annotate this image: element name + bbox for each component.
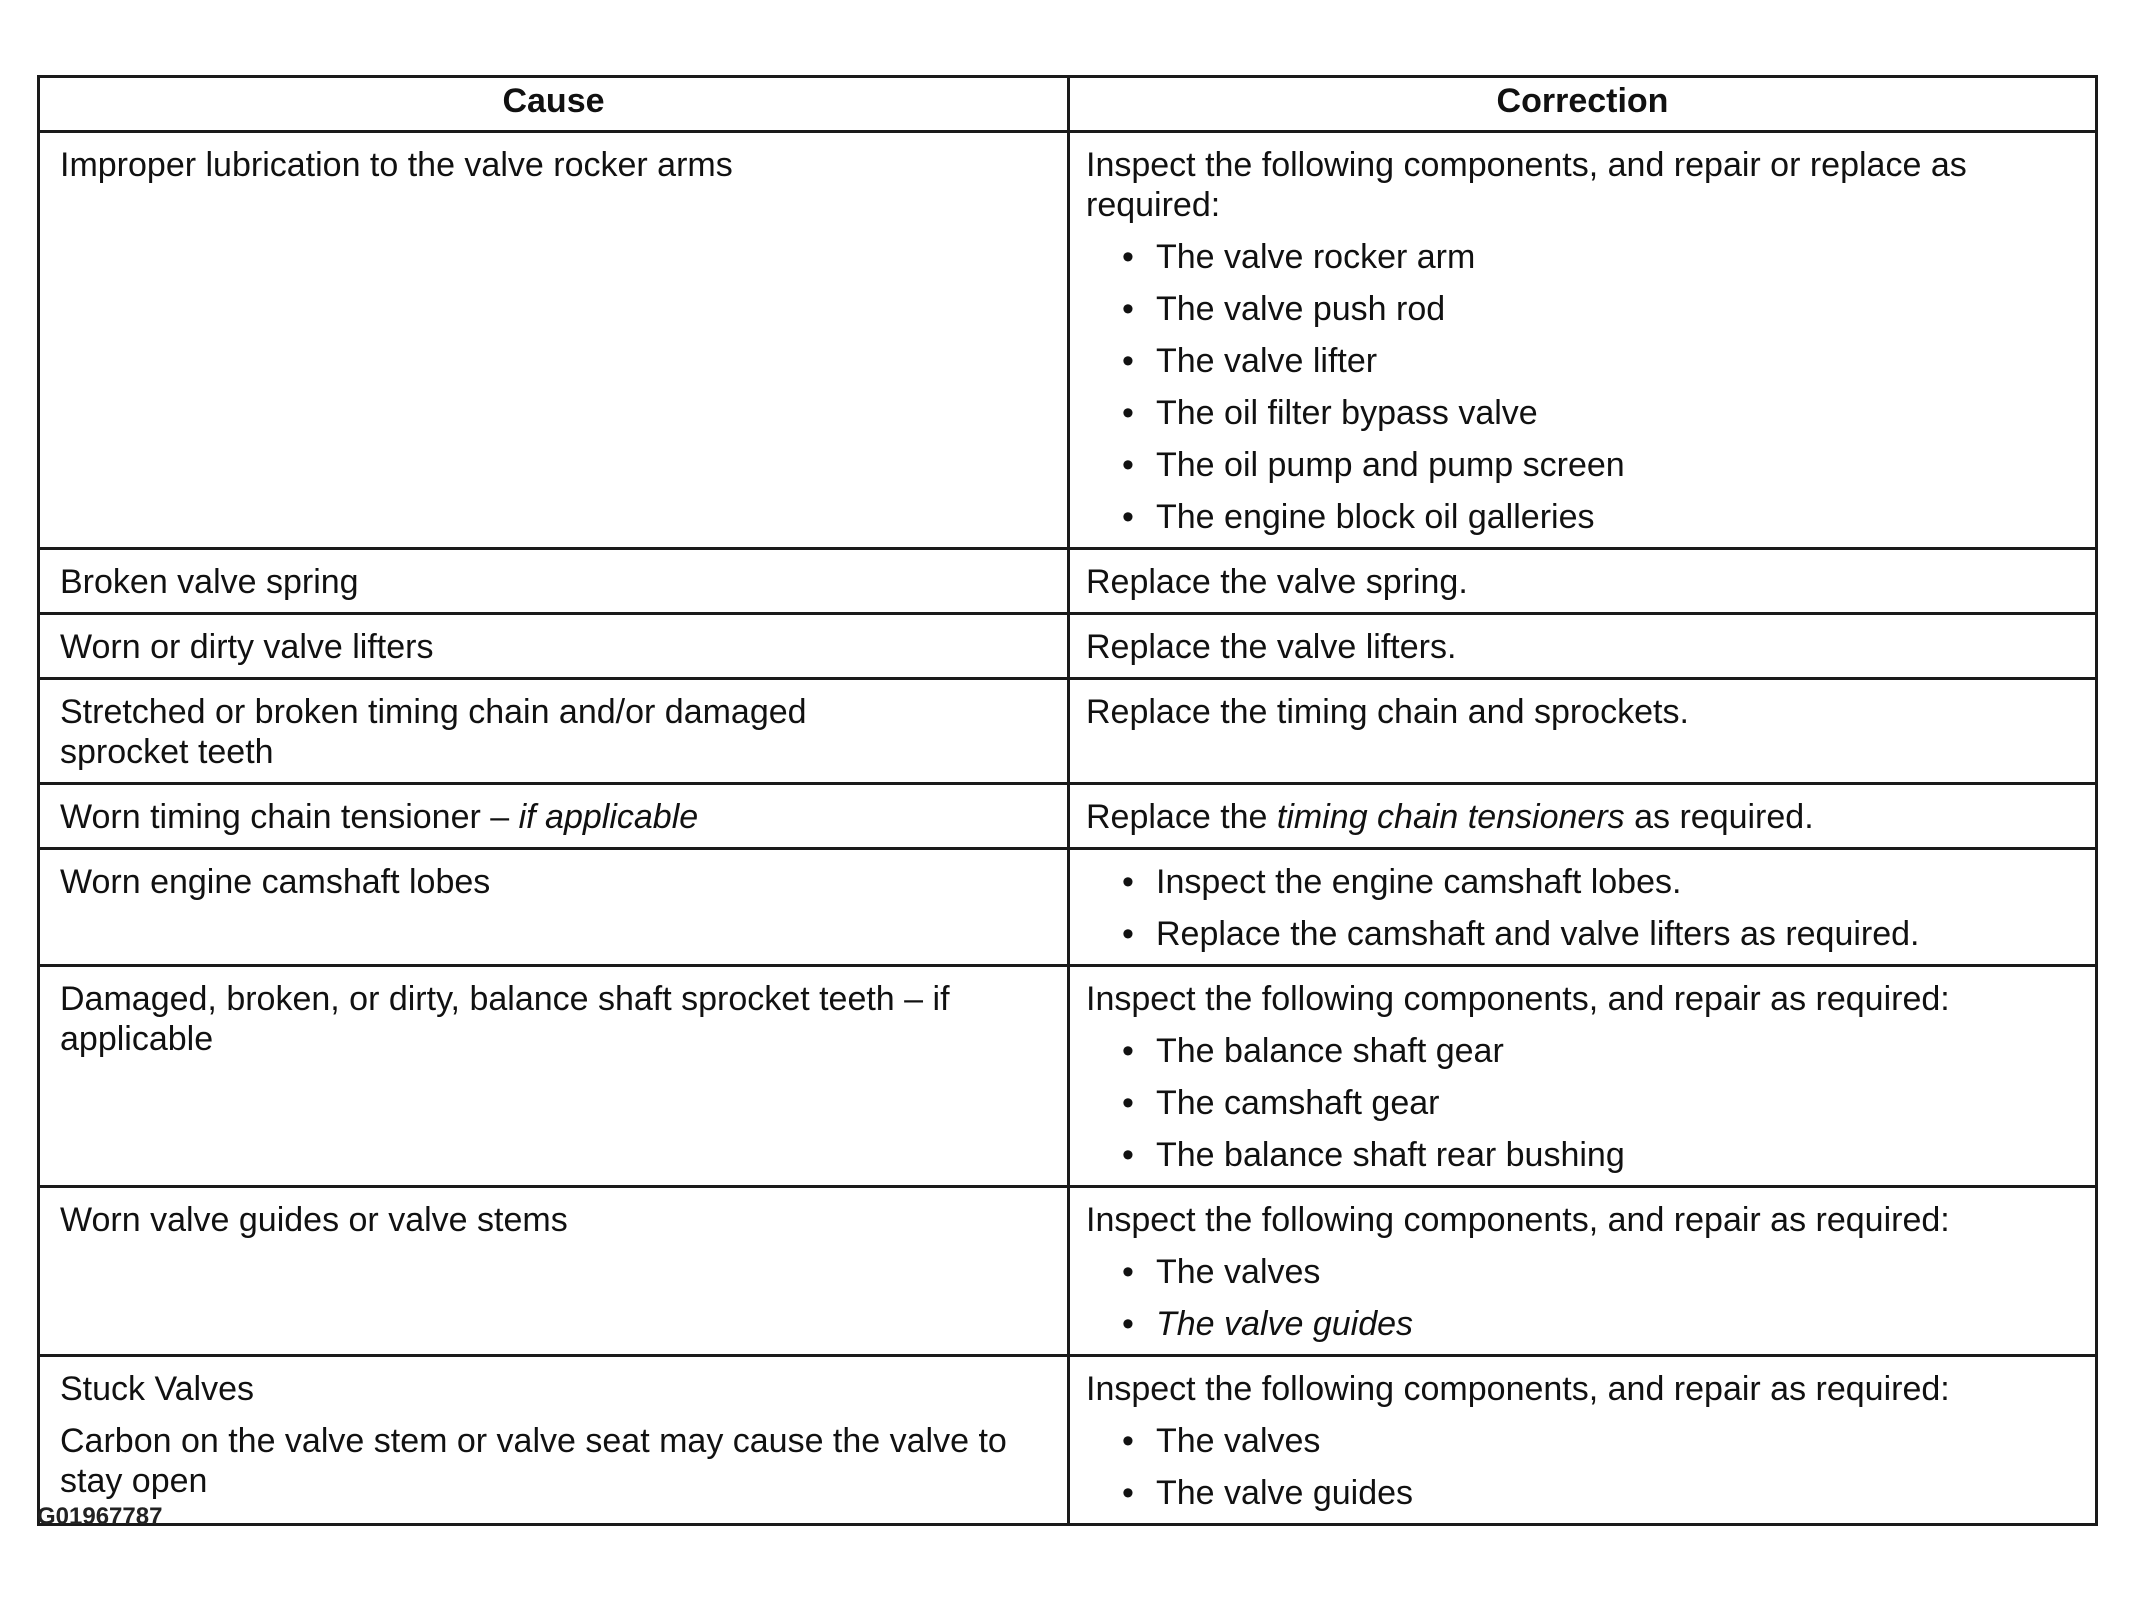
bullet-icon: • bbox=[1122, 446, 1134, 484]
list-item: • The oil pump and pump screen bbox=[1122, 446, 1625, 484]
table-row bbox=[39, 679, 2097, 784]
cause-cell bbox=[39, 679, 1069, 784]
correction-list bbox=[1086, 237, 2079, 537]
bullet-icon: • bbox=[1122, 863, 1134, 901]
bullet-icon: • bbox=[1122, 1474, 1134, 1512]
cause-text: Broken valve spring bbox=[60, 563, 359, 601]
correction-text: Replace the timing chain and sprockets. bbox=[1086, 693, 1689, 731]
correction-intro: Inspect the following components, and repair as required: bbox=[1086, 1201, 1950, 1239]
cause-cell bbox=[39, 784, 1069, 849]
cause-cell bbox=[39, 549, 1069, 614]
cause-text: Stuck Valves bbox=[60, 1370, 255, 1408]
list-item: • The valve push rod bbox=[1122, 290, 1446, 328]
cause-cell bbox=[39, 614, 1069, 679]
cause-text: Worn or dirty valve lifters bbox=[60, 628, 434, 666]
correction-intro: Inspect the following components, and repair as required: bbox=[1086, 980, 1950, 1018]
correction-text: Replace the valve lifters. bbox=[1086, 628, 1457, 666]
cause-text: Worn engine camshaft lobes bbox=[60, 863, 491, 901]
bullet-icon: • bbox=[1122, 394, 1134, 432]
correction-cell bbox=[1069, 1187, 2097, 1356]
cause-cell bbox=[39, 966, 1069, 1187]
cause-text: Worn timing chain tensioner – bbox=[60, 798, 519, 836]
cause-text: Damaged, broken, or dirty, balance shaft sprocket teeth – if applicable bbox=[60, 980, 950, 1058]
correction-cell bbox=[1069, 784, 2097, 849]
correction-cell bbox=[1069, 849, 2097, 966]
list-item: • The valve rocker arm bbox=[1122, 238, 1476, 276]
cause-text: Stretched or broken timing chain and/or damaged sprocket teeth bbox=[60, 693, 807, 771]
cause-text-italic: if applicable bbox=[518, 798, 699, 836]
correction-text-suffix: as required. bbox=[1624, 798, 1814, 836]
list-item: • The oil filter bypass valve bbox=[1122, 394, 1538, 432]
list-item: • The camshaft gear bbox=[1122, 1084, 1440, 1122]
bullet-icon: • bbox=[1122, 915, 1134, 953]
cause-cell bbox=[39, 132, 1069, 549]
bullet-icon: • bbox=[1122, 1136, 1134, 1174]
cause-cell bbox=[39, 1187, 1069, 1356]
correction-intro: Inspect the following components, and repair as required: bbox=[1086, 1370, 1950, 1408]
bullet-icon: • bbox=[1122, 1084, 1134, 1122]
correction-list bbox=[1086, 1031, 2079, 1175]
correction-text: Replace the valve spring. bbox=[1086, 563, 1468, 601]
correction-list bbox=[1086, 1421, 2079, 1513]
bullet-icon: • bbox=[1122, 498, 1134, 536]
correction-intro: Inspect the following components, and repair or replace as required: bbox=[1086, 146, 1967, 224]
correction-text: Replace the bbox=[1086, 798, 1277, 836]
list-item: • The valve guides bbox=[1122, 1474, 1414, 1512]
list-item: • Inspect the engine camshaft lobes. bbox=[1122, 863, 1682, 901]
list-item: • The valve lifter bbox=[1122, 342, 1378, 380]
cause-text: Worn valve guides or valve stems bbox=[60, 1201, 568, 1239]
correction-cell bbox=[1069, 132, 2097, 549]
correction-cell bbox=[1069, 1356, 2097, 1525]
cause-cell bbox=[39, 1356, 1069, 1525]
table-row bbox=[39, 132, 2097, 549]
figure-id: G01967787 bbox=[37, 1503, 163, 1530]
list-item: • The engine block oil galleries bbox=[1122, 498, 1595, 536]
bullet-icon: • bbox=[1122, 290, 1134, 328]
header-cause: Cause bbox=[39, 77, 1069, 132]
cause-text: Improper lubrication to the valve rocker arms bbox=[60, 146, 733, 184]
diagnostic-table bbox=[37, 75, 2098, 1526]
correction-cell bbox=[1069, 679, 2097, 784]
table-row bbox=[39, 614, 2097, 679]
list-item: • The balance shaft gear bbox=[1122, 1032, 1504, 1070]
correction-cell bbox=[1069, 614, 2097, 679]
header-correction: Correction bbox=[1069, 77, 2097, 132]
table-row bbox=[39, 784, 2097, 849]
bullet-icon: • bbox=[1122, 1305, 1134, 1343]
list-item: • The balance shaft rear bushing bbox=[1122, 1136, 1625, 1174]
list-item: • Replace the camshaft and valve lifters as required. bbox=[1122, 915, 1920, 953]
cause-cell bbox=[39, 849, 1069, 966]
bullet-icon: • bbox=[1122, 342, 1134, 380]
correction-cell bbox=[1069, 549, 2097, 614]
table-row bbox=[39, 966, 2097, 1187]
bullet-icon: • bbox=[1122, 1422, 1134, 1460]
list-item: • The valves bbox=[1122, 1253, 1321, 1291]
table-row bbox=[39, 849, 2097, 966]
table-row bbox=[39, 1187, 2097, 1356]
correction-text-italic: timing chain tensioners bbox=[1276, 798, 1625, 836]
bullet-icon: • bbox=[1122, 1253, 1134, 1291]
bullet-icon: • bbox=[1122, 238, 1134, 276]
correction-list bbox=[1086, 1252, 2079, 1344]
bullet-icon: • bbox=[1122, 1032, 1134, 1070]
table-row bbox=[39, 549, 2097, 614]
correction-list bbox=[1086, 862, 2079, 954]
cause-note: Carbon on the valve stem or valve seat may cause the valve to stay open bbox=[60, 1422, 1007, 1500]
table-header-row bbox=[39, 77, 2097, 132]
correction-cell bbox=[1069, 966, 2097, 1187]
list-item: • The valves bbox=[1122, 1422, 1321, 1460]
list-item: • The valve guides bbox=[1122, 1305, 1414, 1343]
table-row bbox=[39, 1356, 2097, 1525]
